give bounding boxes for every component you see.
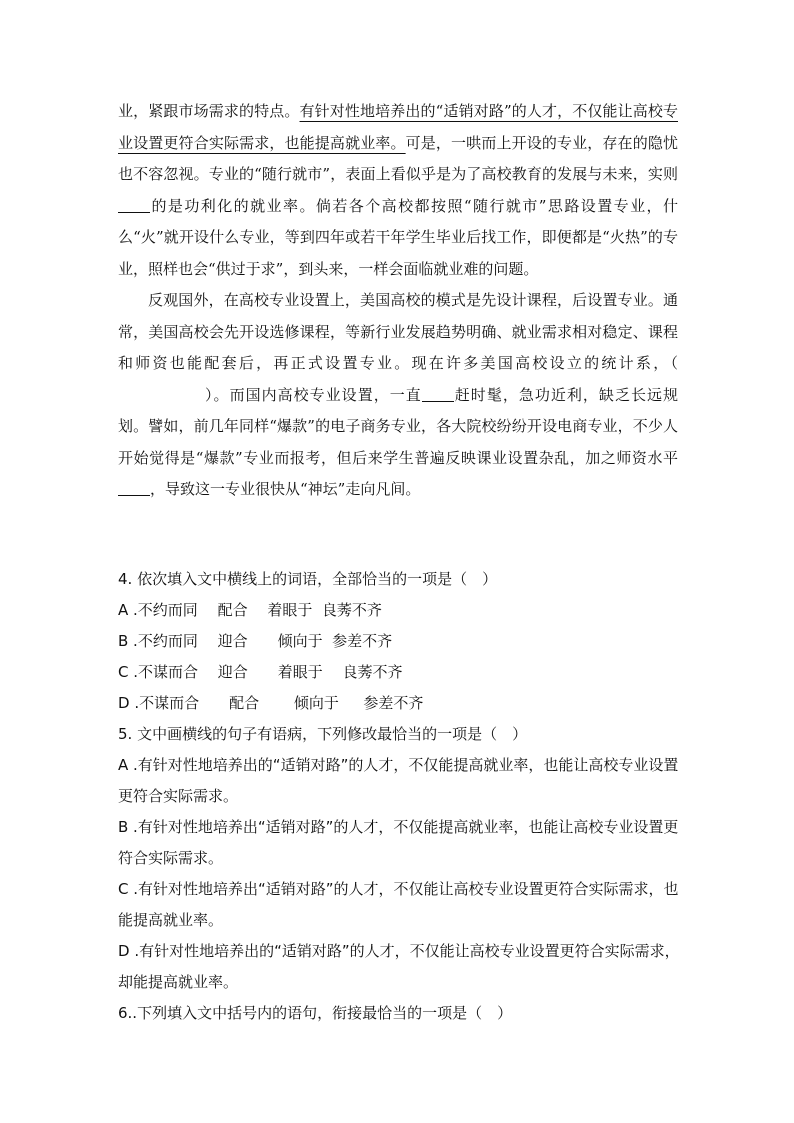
question-4-stem: 4. 依次填入文中横线上的词语，全部恰当的一项是（ ） [118,570,498,588]
passage-text: 。而国内高校专业设置，一直 [213,385,422,404]
question-4-option-b: B .不约而同 迎合 倾向于 参差不齐 [118,632,393,650]
question-list [118,564,688,1029]
question-5-option-b: B .有针对性地培养出“适销对路”的人才，不仅能提高就业率，也能让高校专业设置更符合实际需求。 [118,818,679,867]
underlined-sentence: 有针对性地培养出的“适销对路”的人才，不仅能让高校专业设置更符合实际需求，也能提高就业率。 [118,102,678,152]
question-4-option-c: C .不谋而合 迎合 着眼于 良莠不齐 [118,663,403,681]
passage-text: 业，紧跟市场需求的特点。 [118,102,300,120]
question-5-option-d: D .有针对性地培养出的“适销对路”的人才，不仅能让高校专业设置更符合实际需求，却能提高就业率。 [118,942,680,991]
question-5-option-c: C .有针对性地培养出“适销对路”的人才，不仅能让高校专业设置更符合实际需求，也能提高就业率。 [118,880,679,929]
passage-paragraph-2 [118,285,678,506]
question-5-stem: 5. 文中画横线的句子有语病，下列修改最恰当的一项是（ ） [118,725,528,743]
passage-paragraph-1 [118,96,678,285]
question-5-option-a: A .有针对性地培养出的“适销对路”的人才，不仅能提高就业率，也能让高校专业设置更符合实际需求。 [118,756,679,805]
fill-blank-2 [422,387,454,402]
question-4-option-a: A .不约而同 配合 着眼于 良莠不齐 [118,601,382,619]
fill-blank-3 [118,481,150,496]
fill-blank-1 [118,198,150,213]
reading-passage [118,96,678,506]
passage-text: 可是，一哄而上开设的专业，存在的隐忧也不容忽视。专业的“随行就市”，表面上看似乎是为了高校教育的发展与未来，实则 [118,133,678,183]
passage-text: 的是功利化的就业率。倘若各个高校都按照“随行就市”思路设置专业，什么“火”就开设什么专业，等到四年或若干年学生毕业后找工作，即便都是“火热”的专业，照样也会“供过于求”，到头来，一样会面临就业难的问题。 [118,196,678,278]
passage-text: 反观国外，在高校专业设置上，美国高校的模式是先设计课程，后设置专业。通常，美国高校会先开设选修课程，等新行业发展趋势明确、就业需求相对稳定、课程和师资也能配套后，再正式设置专业。现在许多美国高校设立的统计系， [118,291,678,372]
passage-text: ，导致这一专业很快从“神坛”走向凡间。 [150,480,421,498]
passage-text: 赶时髦，急功近利，缺乏长远规划。譬如，前几年同样“爆款”的电子商务专业，各大院校纷纷开设电商专业，不少人开始觉得是“爆款”专业而报考，但后来学生普遍反映课业设置杂乱，加之师资水平 [118,385,678,467]
question-4-option-d: D .不谋而合 配合 倾向于 参差不齐 [118,694,424,712]
paren-open: （ [670,354,678,372]
question-6-stem: 6..下列填入文中括号内的语句，衔接最恰当的一项是（ ） [118,1004,513,1022]
paren-close: ） [204,385,214,404]
